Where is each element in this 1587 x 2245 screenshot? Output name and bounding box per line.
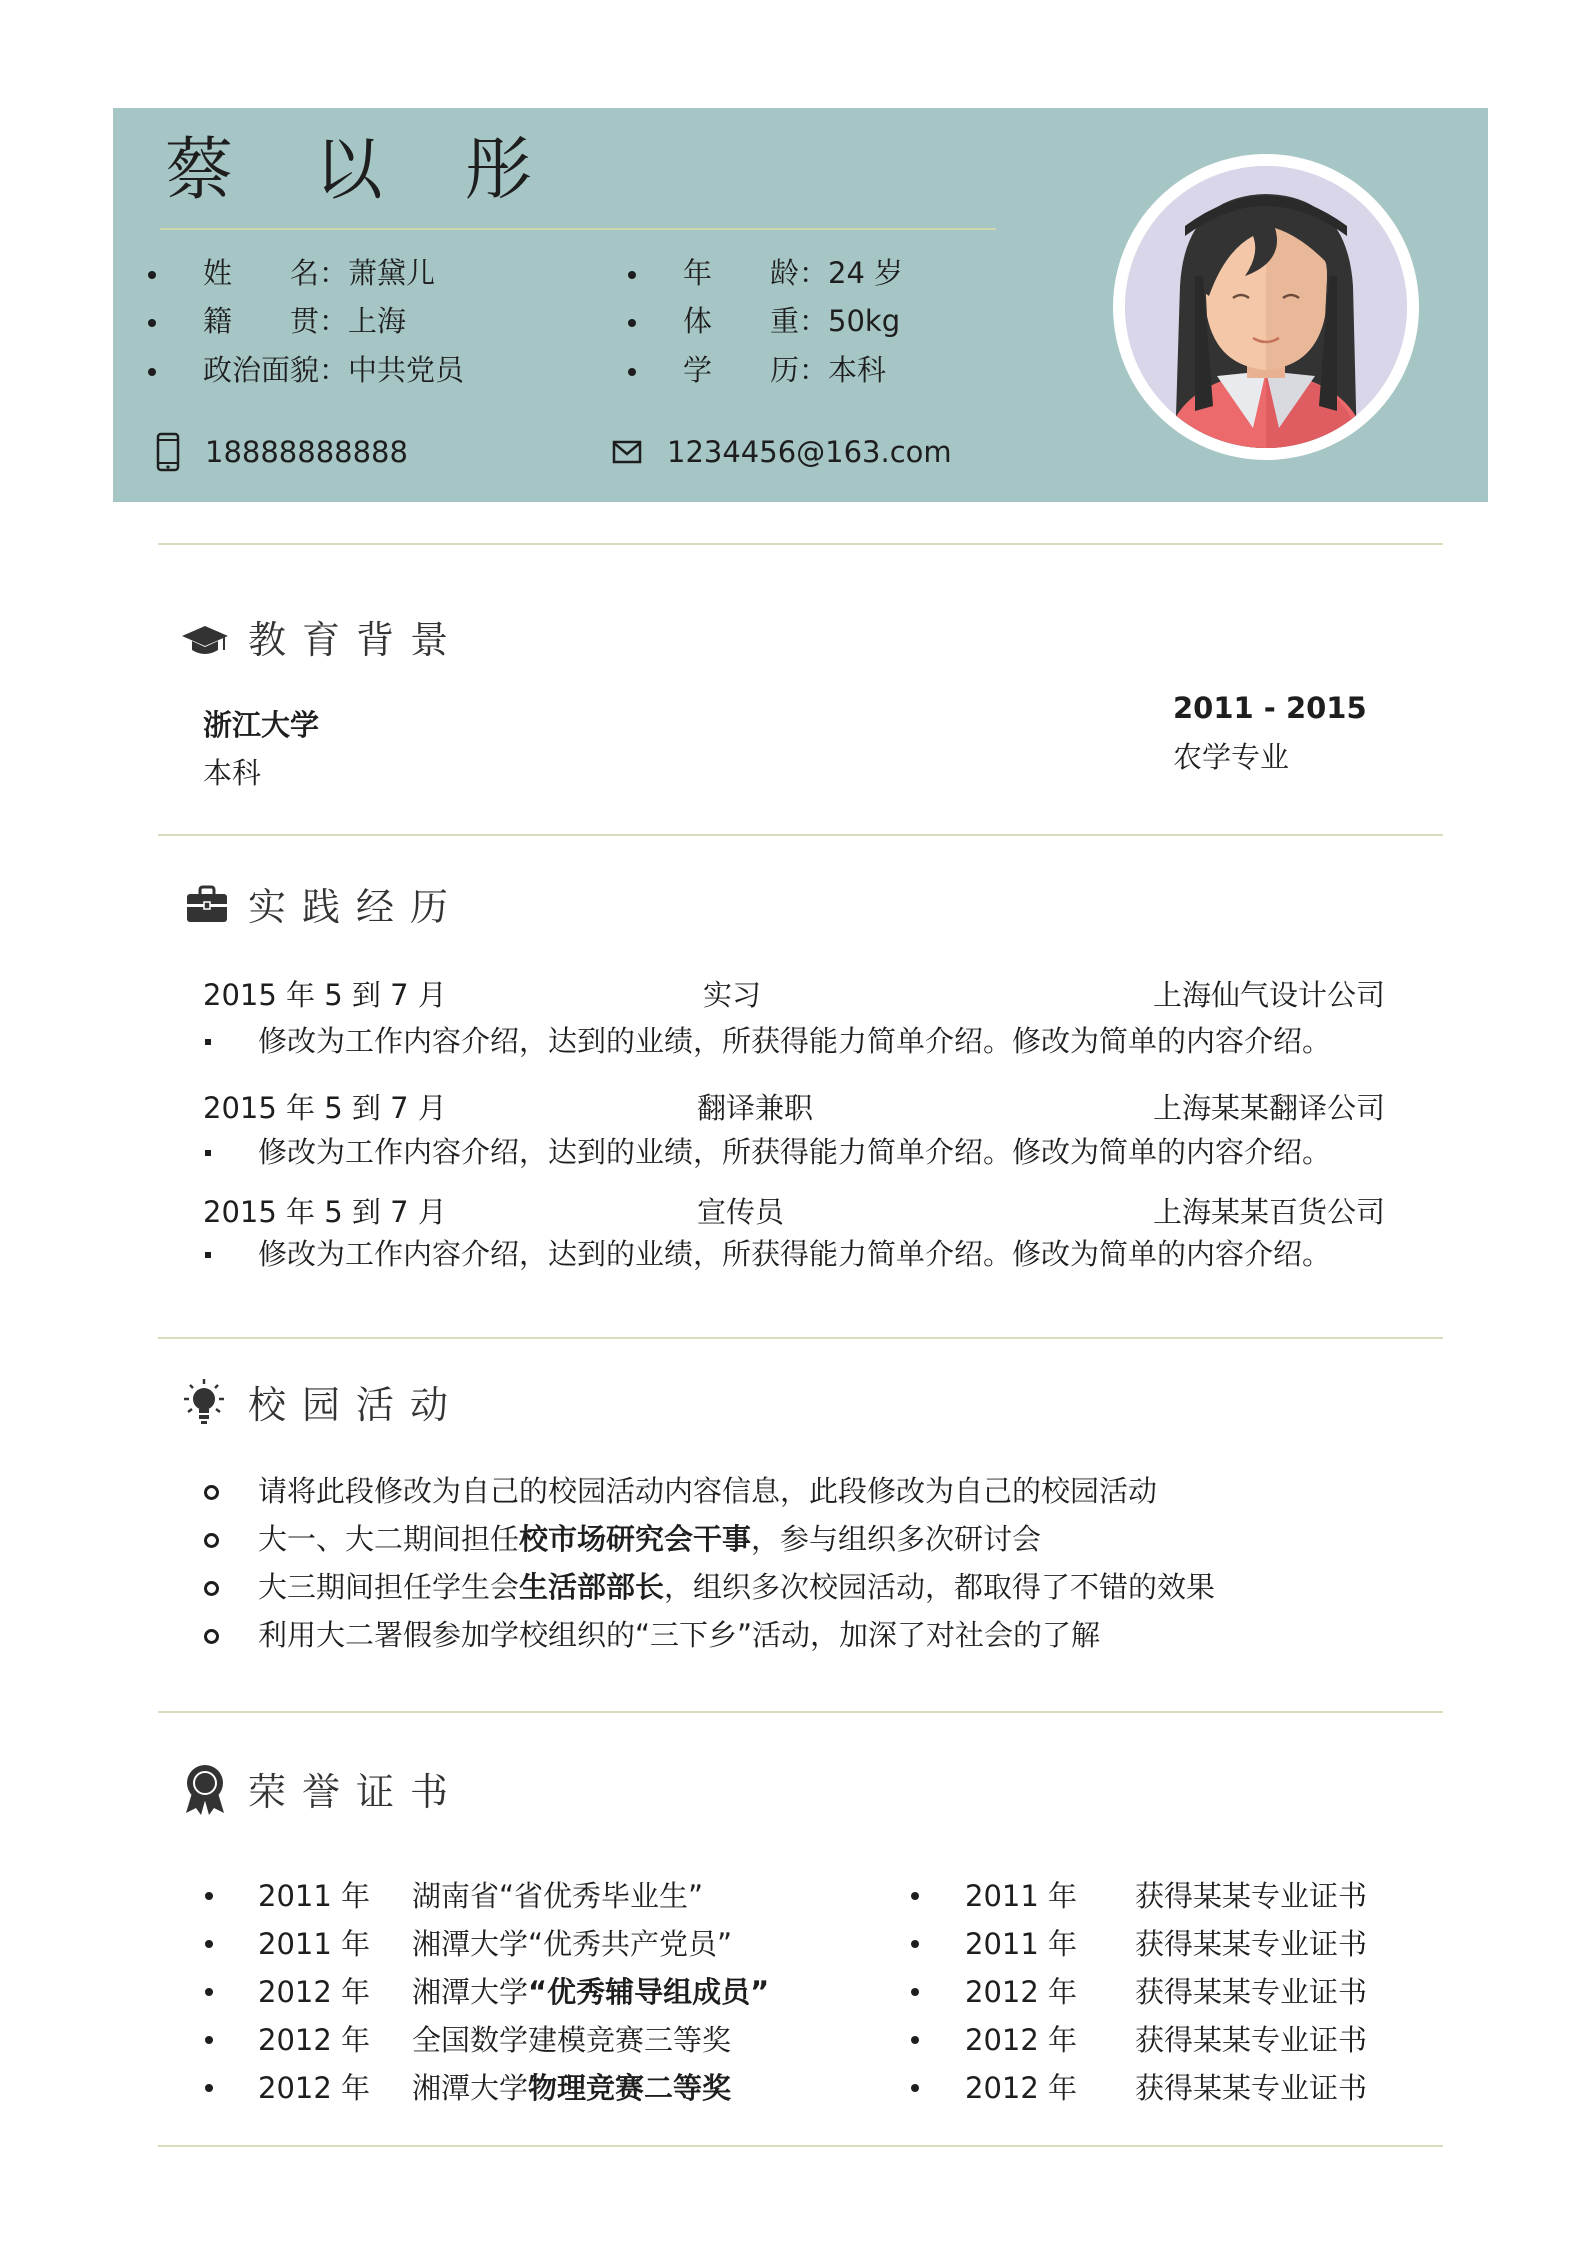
bullet-icon	[204, 1581, 219, 1596]
honor-text: 获得某某专业证书	[1135, 2023, 1368, 2057]
section-divider	[158, 543, 1443, 545]
honor-text: 获得某某专业证书	[1135, 1927, 1368, 1961]
info-value: 24 岁	[828, 256, 904, 290]
campus-highlight: 生活部部长	[519, 1570, 665, 1604]
bullet-icon	[204, 1485, 219, 1500]
bullet-icon	[205, 1039, 211, 1045]
honor-plain: 湘潭大学	[412, 2071, 529, 2105]
bullet-icon	[911, 1940, 919, 1948]
bullet-icon	[204, 1629, 219, 1644]
bullet-icon	[911, 1988, 919, 1996]
bullet-icon	[148, 319, 156, 327]
bullet-icon	[911, 2036, 919, 2044]
section-divider	[158, 1337, 1443, 1339]
honor-text	[412, 1972, 769, 2012]
campus-text: ，组织多次校园活动，都取得了不错的效果	[664, 1570, 1216, 1604]
bullet-icon	[205, 2084, 213, 2092]
info-label: 政治面貌：	[203, 353, 349, 387]
practice-role: 宣传员	[697, 1195, 785, 1229]
bullet-icon	[205, 1150, 211, 1156]
info-label: 体 重：	[683, 304, 829, 338]
section-divider	[158, 2145, 1443, 2147]
campus-item	[258, 1471, 1157, 1511]
section-divider	[158, 834, 1443, 836]
honor-year: 2011 年	[258, 1879, 371, 1913]
info-label: 姓 名：	[203, 256, 349, 290]
honor-highlight: 物理竞赛二等奖	[528, 2071, 732, 2105]
info-item	[148, 301, 406, 341]
practice-desc: 修改为工作内容介绍，达到的业绩，所获得能力简单介绍。修改为简单的内容介绍。	[258, 1135, 1332, 1169]
campus-item	[258, 1567, 1215, 1607]
practice-role: 实习	[703, 978, 762, 1012]
honor-text	[412, 1924, 732, 1964]
education-years: 2011 - 2015	[1173, 691, 1367, 725]
honor-year: 2012 年	[965, 2071, 1078, 2105]
honor-year: 2012 年	[258, 2023, 371, 2057]
bullet-icon	[148, 368, 156, 376]
bullet-icon	[148, 271, 156, 279]
honor-plain: 湖南省“省优秀毕业生”	[412, 1879, 704, 1913]
practice-date: 2015 年 5 到 7 月	[203, 978, 447, 1012]
avatar	[1125, 166, 1407, 448]
info-value: 50kg	[828, 304, 901, 338]
bullet-icon	[628, 271, 636, 279]
section-title-practice: 实践经历	[248, 885, 465, 929]
award-ribbon-icon	[182, 1763, 232, 1813]
info-item	[148, 253, 435, 293]
mail-icon	[612, 440, 642, 464]
campus-text: 请将此段修改为自己的校园活动内容信息，此段修改为自己的校园活动	[258, 1474, 1158, 1508]
section-title-honors: 荣誉证书	[248, 1770, 465, 1814]
practice-role: 翻译兼职	[697, 1091, 814, 1125]
practice-company: 上海某某百货公司	[1153, 1195, 1386, 1229]
bullet-icon	[205, 1940, 213, 1948]
phone-icon	[156, 432, 180, 472]
info-item	[628, 350, 886, 390]
honor-text: 获得某某专业证书	[1135, 1879, 1368, 1913]
practice-company: 上海仙气设计公司	[1153, 978, 1386, 1012]
honor-year: 2011 年	[258, 1927, 371, 1961]
honor-text	[412, 1876, 703, 1916]
info-value: 萧黛儿	[348, 256, 436, 290]
info-value: 本科	[828, 353, 887, 387]
person-name: 蔡 以 彤	[165, 131, 563, 210]
campus-highlight: 校市场研究会干事	[519, 1522, 752, 1556]
honor-text	[412, 2020, 731, 2060]
bullet-icon	[911, 1892, 919, 1900]
honor-highlight: “优秀辅导组成员”	[528, 1975, 770, 2009]
info-item	[628, 301, 900, 341]
info-label: 年 龄：	[683, 256, 829, 290]
phone-number[interactable]: 18888888888	[205, 435, 408, 469]
honor-plain: 湘潭大学“优秀共产党员”	[412, 1927, 733, 1961]
honor-year: 2011 年	[965, 1879, 1078, 1913]
section-divider	[158, 1711, 1443, 1713]
graduation-cap-icon	[180, 616, 230, 666]
practice-company: 上海某某翻译公司	[1153, 1091, 1386, 1125]
honor-text	[412, 2068, 731, 2108]
practice-date: 2015 年 5 到 7 月	[203, 1195, 447, 1229]
honor-text: 获得某某专业证书	[1135, 1975, 1368, 2009]
campus-item	[258, 1519, 1041, 1559]
info-label: 籍 贯：	[203, 304, 349, 338]
campus-text: 利用大二署假参加学校组织的“三下乡”活动，加深了对社会的了解	[258, 1618, 1101, 1652]
honor-text: 获得某某专业证书	[1135, 2071, 1368, 2105]
honor-year: 2012 年	[965, 2023, 1078, 2057]
bullet-icon	[205, 1252, 211, 1258]
bullet-icon	[628, 319, 636, 327]
campus-text: 大一、大二期间担任	[258, 1522, 520, 1556]
bullet-icon	[204, 1533, 219, 1548]
info-item	[148, 350, 464, 390]
practice-date: 2015 年 5 到 7 月	[203, 1091, 447, 1125]
campus-text: ，参与组织多次研讨会	[751, 1522, 1042, 1556]
practice-desc: 修改为工作内容介绍，达到的业绩，所获得能力简单介绍。修改为简单的内容介绍。	[258, 1237, 1332, 1271]
info-label: 学 历：	[683, 353, 829, 387]
bullet-icon	[205, 1988, 213, 1996]
email-address[interactable]: 1234456@163.com	[667, 435, 952, 469]
honor-year: 2012 年	[965, 1975, 1078, 2009]
honor-year: 2011 年	[965, 1927, 1078, 1961]
major: 农学专业	[1173, 740, 1290, 774]
bullet-icon	[205, 1892, 213, 1900]
info-value: 中共党员	[348, 353, 465, 387]
honor-year: 2012 年	[258, 1975, 371, 2009]
honor-year: 2012 年	[258, 2071, 371, 2105]
degree: 本科	[203, 756, 262, 790]
briefcase-icon	[185, 882, 235, 932]
honor-plain: 全国数学建模竞赛三等奖	[412, 2023, 732, 2057]
school-name: 浙江大学	[203, 708, 320, 742]
bullet-icon	[628, 368, 636, 376]
avatar-illustration	[1125, 166, 1407, 448]
bullet-icon	[911, 2084, 919, 2092]
section-title-education: 教育背景	[248, 618, 465, 662]
bullet-icon	[205, 2036, 213, 2044]
info-value: 上海	[348, 304, 407, 338]
section-title-campus: 校园活动	[248, 1383, 465, 1427]
lightbulb-icon	[178, 1377, 228, 1427]
name-underline	[160, 228, 996, 230]
practice-desc: 修改为工作内容介绍，达到的业绩，所获得能力简单介绍。修改为简单的内容介绍。	[258, 1024, 1332, 1058]
campus-text: 大三期间担任学生会	[258, 1570, 520, 1604]
honor-plain: 湘潭大学	[412, 1975, 529, 2009]
campus-item	[258, 1615, 1100, 1655]
info-item	[628, 253, 903, 293]
